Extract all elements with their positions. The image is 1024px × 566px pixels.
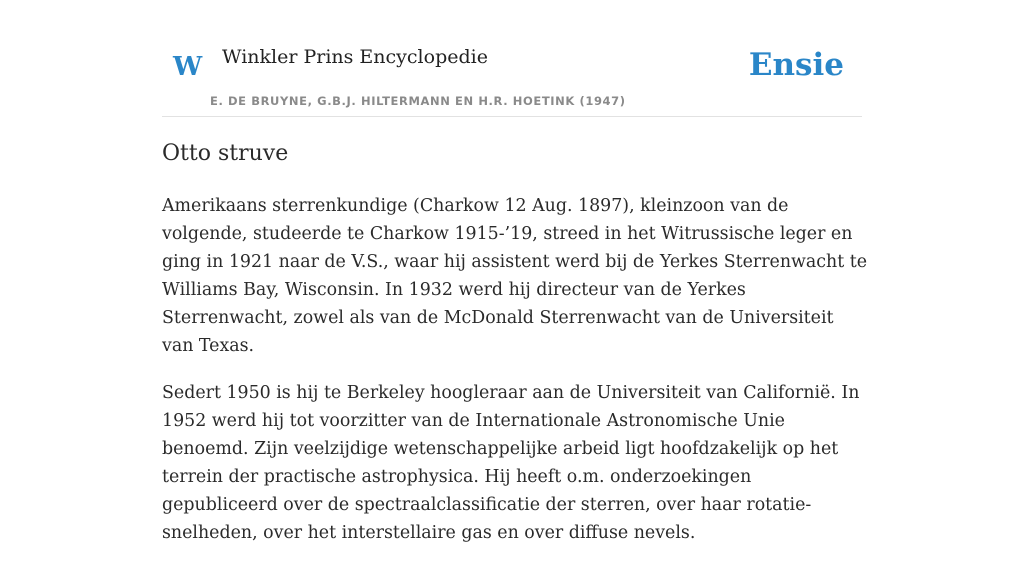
article-title: Otto struve <box>162 141 289 166</box>
book-title[interactable]: Winkler Prins Encyclopedie <box>222 46 488 68</box>
article-body <box>162 192 868 566</box>
encyclopedia-logo[interactable]: W <box>173 52 203 82</box>
article-paragraph: Amerikaans sterrenkundige (Charkow 12 Aug. 1897), kleinzoon van de volgende, studeerde te Charkow 1915-’19, streed in het Witrussische leger en ging in 1921 naar de V.S., waar hij assistent werd bij de Yerkes Sterrenwacht te Williams Bay, Wisconsin. In 1932 werd hij directeur van de Yerkes Sterrenwacht, zowel als van de McDonald Sterrenwacht van de Universiteit van Texas. <box>162 196 868 356</box>
book-authors: E. DE BRUYNE, G.B.J. HILTERMANN EN H.R. HOETINK (1947) <box>210 94 626 108</box>
ensie-logo[interactable]: Ensie <box>748 47 844 83</box>
article-paragraph: Sedert 1950 is hij te Berkeley hoogleraar aan de Universiteit van Californië. In 1952 werd hij tot voorzitter van de Internationale Astronomische Unie benoemd. Zijn veelzijdige wetenschappelijke arbeid ligt hoofdzakelijk op het terrein der practische astrophysica. Hij heeft o.m. onderzoekingen gepubliceerd over de spectraalclassificatie der sterren, over haar rotatie-snelheden, over het interstellaire gas en over diffuse nevels. <box>162 383 860 543</box>
page-header <box>162 0 862 117</box>
